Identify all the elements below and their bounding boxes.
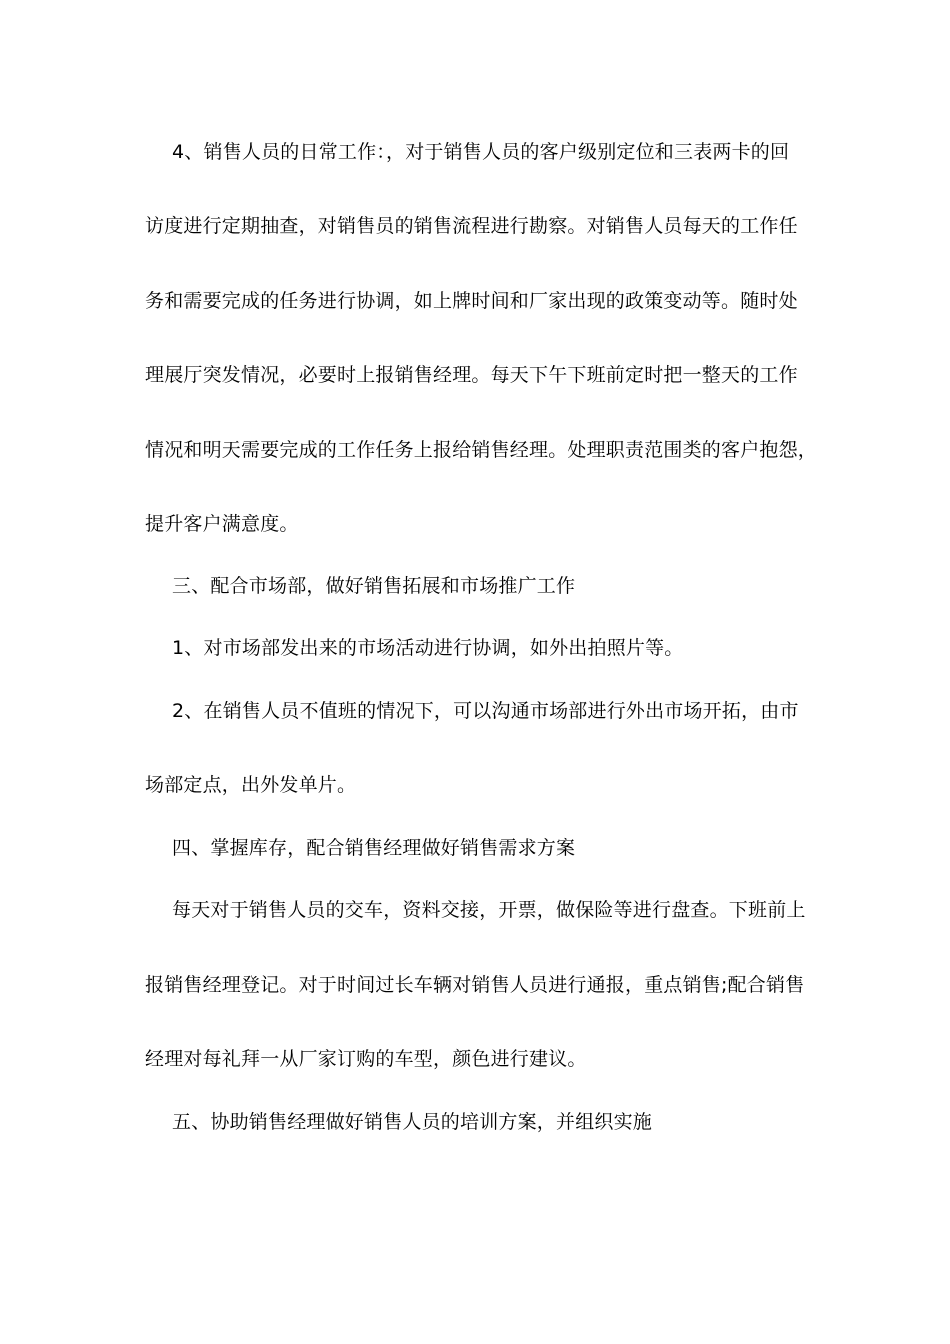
paragraph-line: 理展厅突发情况，必要时上报销售经理。每天下午下班前定时把一整天的工作: [145, 364, 798, 386]
paragraph-line: 场部定点，出外发单片。: [145, 774, 357, 796]
section-heading: 四、掌握库存，配合销售经理做好销售需求方案: [172, 837, 576, 859]
paragraph-line: 经理对每礼拜一从厂家订购的车型，颜色进行建议。: [145, 1048, 587, 1070]
paragraph-line: 务和需要完成的任务进行协调，如上牌时间和厂家出现的政策变动等。随时处: [145, 290, 798, 312]
paragraph-line: 每天对于销售人员的交车，资料交接，开票，做保险等进行盘查。下班前上: [172, 899, 806, 921]
paragraph-line: 报销售经理登记。对于时间过长车辆对销售人员进行通报，重点销售;配合销售: [145, 974, 805, 996]
paragraph-line: 情况和明天需要完成的工作任务上报给销售经理。处理职责范围类的客户抱怨，: [145, 439, 818, 461]
paragraph-line: 4、销售人员的日常工作：，对于销售人员的客户级别定位和三表两卡的回: [172, 141, 790, 163]
paragraph-line: 访度进行定期抽查，对销售员的销售流程进行勘察。对销售人员每天的工作任: [145, 215, 798, 237]
section-heading: 三、配合市场部，做好销售拓展和市场推广工作: [172, 575, 576, 597]
paragraph-line: 2、在销售人员不值班的情况下，可以沟通市场部进行外出市场开拓，由市: [172, 700, 799, 722]
section-heading: 五、协助销售经理做好销售人员的培训方案，并组织实施: [172, 1111, 653, 1133]
paragraph-line: 1、对市场部发出来的市场活动进行协调，如外出拍照片等。: [172, 637, 684, 659]
paragraph-line: 提升客户满意度。: [145, 513, 299, 535]
